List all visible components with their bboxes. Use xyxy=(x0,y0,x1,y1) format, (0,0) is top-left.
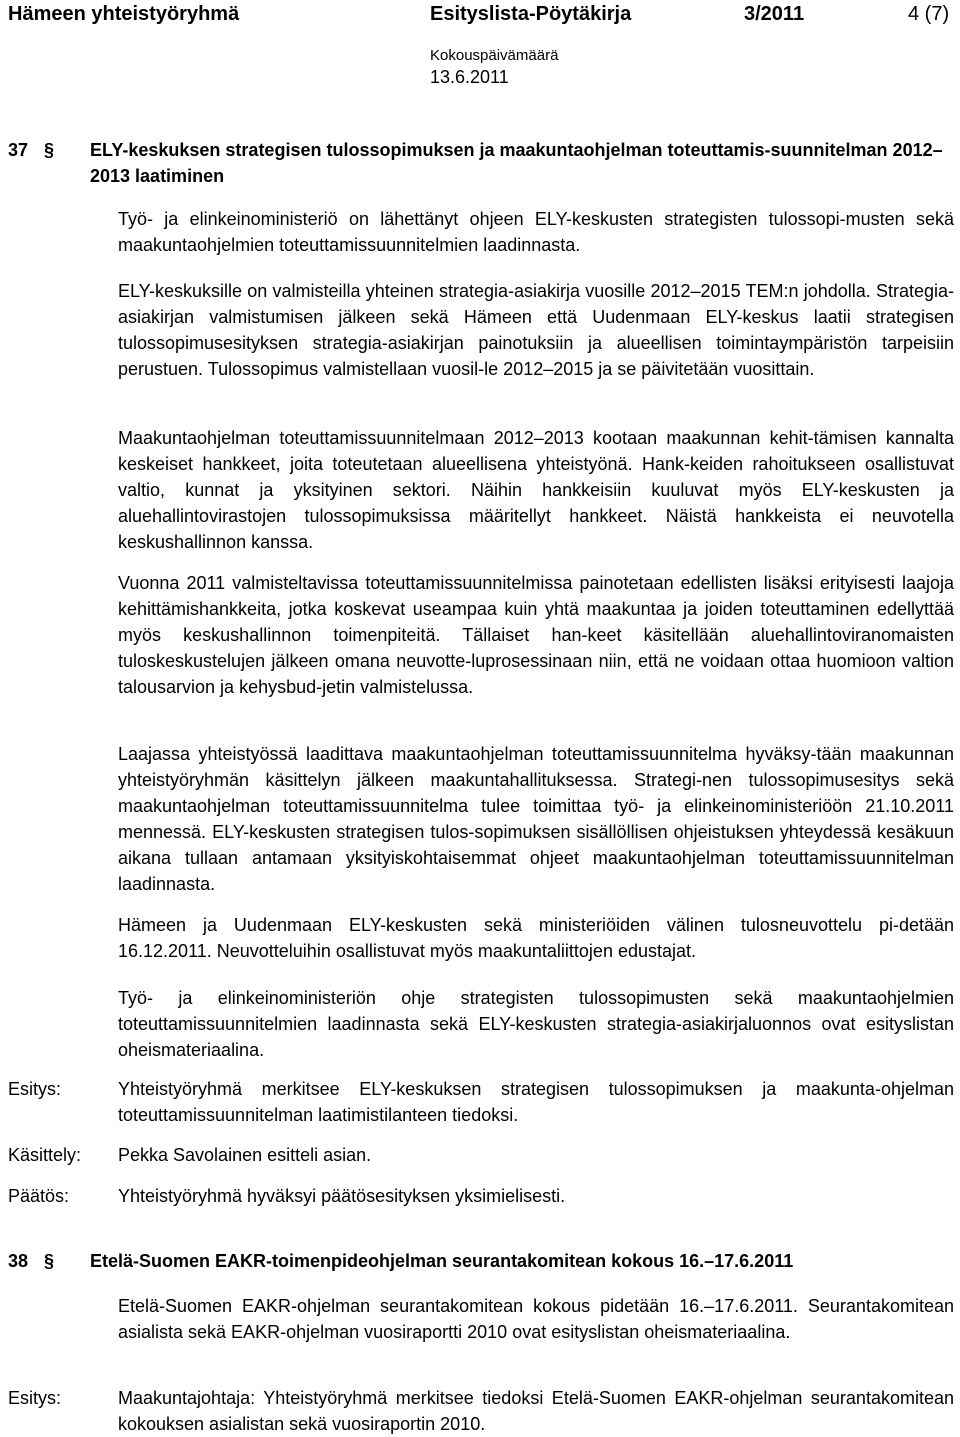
section-38-proposal: Maakuntajohtaja: Yhteistyöryhmä merkitsee tiedoksi Etelä-Suomen EAKR-ohjelman seurantakomitean kokouksen asialistan sekä vuosiraportin 2010. xyxy=(118,1388,954,1434)
section-38-paragraph-1: Etelä-Suomen EAKR-ohjelman seurantakomitean kokous pidetään 16.–17.6.2011. Seurantakomitean asialista sekä EAKR-ohjelman vuosiraportti 2010 ovat esityslistan oheismateriaalina. xyxy=(118,1296,954,1342)
section-37-handling: Pekka Savolainen esitteli asian. xyxy=(118,1145,372,1165)
proposal-label: Esitys: xyxy=(8,1388,62,1408)
section-symbol-icon: § xyxy=(44,1251,55,1271)
meeting-date-label: Kokouspäivämäärä xyxy=(430,47,559,64)
section-37-number: 37 xyxy=(8,140,29,160)
section-37-paragraph-7: Työ- ja elinkeinoministeriön ohje strategisten tulossopimusten sekä maakuntaohjelmien toteuttamissuunnitelmien laadinnasta sekä ELY-keskusten strategia-asiakirjaluonnos ovat esityslistan oheismateriaalina. xyxy=(118,988,954,1060)
section-37-paragraph-5: Laajassa yhteistyössä laadittava maakuntaohjelman toteuttamissuunnitelma hyväksy-tään maakunnan yhteistyöryhmän käsittelyn jälkeen maakuntahallituksessa. Strategi-nen tulossopimusesitys sekä maakuntaohjelman toteuttamissuunnitelma tulee toimittaa työ- ja elinkeinoministeriöön 21.10.2011 mennessä. ELY-keskusten strategisen tulos-sopimuksen sisällöllisen ohjeistuksen yhteydessä kesäkuun aikana tullaan antamaan yksityiskohtaisemmat ohjeet maakuntaohjelman toteuttamissuunnitelman laadinnasta. xyxy=(118,744,954,894)
section-38-number: 38 xyxy=(8,1251,29,1271)
section-38-title: Etelä-Suomen EAKR-toimenpideohjelman seurantakomitean kokous 16.–17.6.2011 xyxy=(90,1251,794,1271)
section-37-proposal: Yhteistyöryhmä merkitsee ELY-keskuksen strategisen tulossopimuksen ja maakunta-ohjelman toteuttamissuunnitelman laatimistilanteen tiedoksi. xyxy=(118,1079,954,1125)
section-37-paragraph-6: Hämeen ja Uudenmaan ELY-keskusten sekä ministeriöiden välinen tulosneuvottelu pi-detään 16.12.2011. Neuvotteluihin osallistuvat myös maakuntaliittojen edustajat. xyxy=(118,915,954,961)
decision-label: Päätös: xyxy=(8,1186,70,1206)
section-37-paragraph-1: Työ- ja elinkeinoministeriö on lähettänyt ohjeen ELY-keskusten strategisten tulossopi-musten sekä maakuntaohjelmien toteuttamissuunnitelmien laadinnasta. xyxy=(118,209,954,255)
document-number: 3/2011 xyxy=(744,3,805,25)
section-37-decision: Yhteistyöryhmä hyväksyi päätösesityksen yksimielisesti. xyxy=(118,1186,566,1206)
section-symbol-icon: § xyxy=(44,140,55,160)
section-37-paragraph-3: Maakuntaohjelman toteuttamissuunnitelmaan 2012–2013 kootaan maakunnan kehit-tämisen kannalta keskeiset hankkeet, joita toteutetaan alueellisena yhteistyönä. Hank-keiden rahoitukseen osallistuvat valtio, kunnat ja yksityinen sektori. Näihin hankkeisiin kuuluvat myös ELY-keskusten ja aluehallintovirastojen tulossopimuksissa määritellyt hankkeet. Näistä hankkeista ei neuvotella keskushallinnon kanssa. xyxy=(118,428,954,552)
section-37-title: ELY-keskuksen strategisen tulossopimuksen ja maakuntaohjelman toteuttamis-suunnitelman 2012–2013 laatiminen xyxy=(90,140,943,186)
meeting-date: 13.6.2011 xyxy=(430,67,509,87)
handling-label: Käsittely: xyxy=(8,1145,82,1165)
page-number: 4 (7) xyxy=(908,3,950,25)
proposal-label: Esitys: xyxy=(8,1079,62,1099)
organization-name: Hämeen yhteistyöryhmä xyxy=(8,3,240,25)
section-37-paragraph-2: ELY-keskuksille on valmisteilla yhteinen strategia-asiakirja vuosille 2012–2015 TEM:n johdolla. Strategia-asiakirjan valmistumisen jälkeen sekä Hämeen että Uudenmaan ELY-keskus laatii strategisen tulossopimusesityksen strategia-asiakirjan painotuksiin ja alueellisen toimintaympäristön tarpeisiin perustuen. Tulossopimus valmistellaan vuosil-le 2012–2015 ja se päivitetään vuosittain. xyxy=(118,281,954,379)
section-37-paragraph-4: Vuonna 2011 valmisteltavissa toteuttamissuunnitelmissa painotetaan edellisten lisäksi erityisesti laajoja kehittämishankkeita, jotka koskevat useampaa kuin yhtä maakuntaa ja joiden toteuttaminen edellyttää myös keskushallinnon toimenpiteitä. Tällaiset han-keet käsitellään aluehallintoviranomaisten tuloskeskustelujen jälkeen omana neuvotte-luprosessinaan niin, että ne voidaan ottaa huomioon valtion talousarvion ja kehysbud-jetin valmistelussa. xyxy=(118,573,954,697)
document-type: Esityslista-Pöytäkirja xyxy=(430,3,632,25)
